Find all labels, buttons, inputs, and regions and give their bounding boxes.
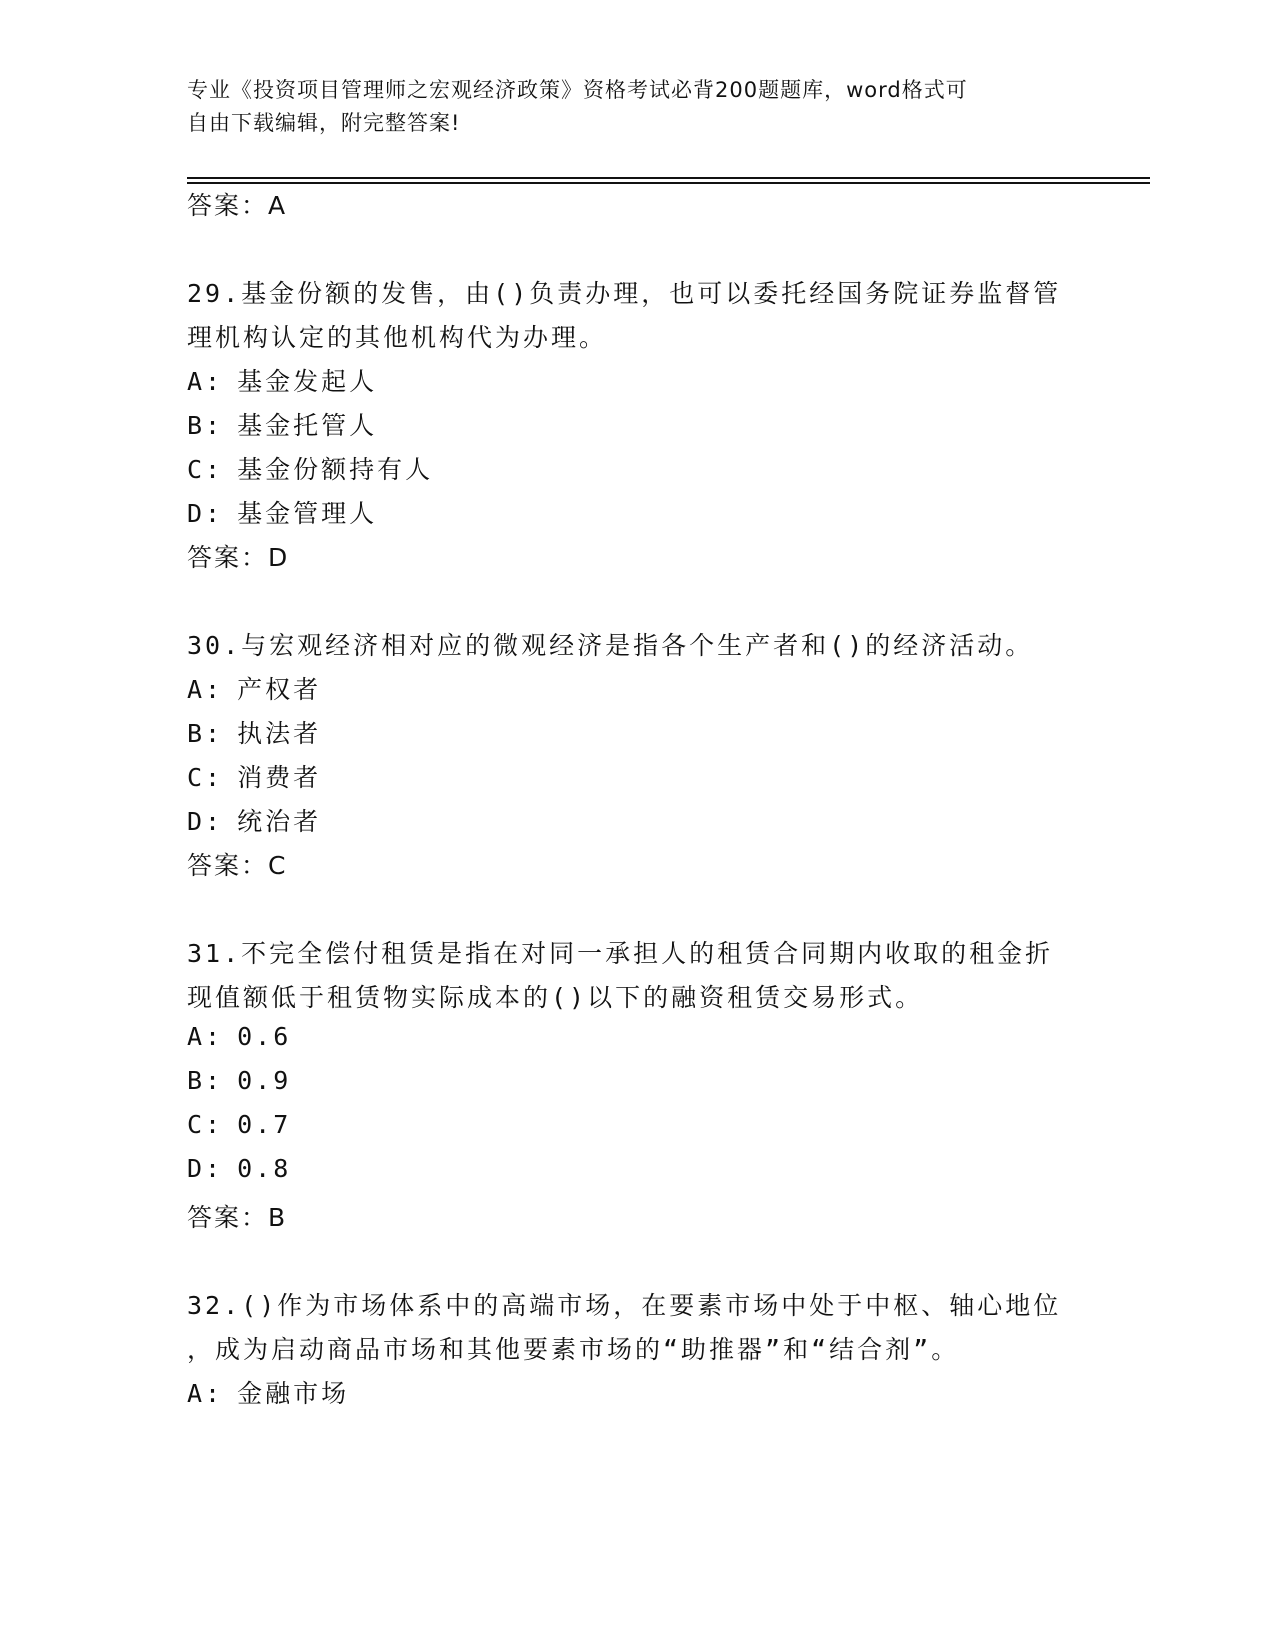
option-label: B: <box>187 411 224 440</box>
question-31-line-1: 31.不完全偿付租赁是指在对同一承担人的租赁合同期内收取的租金折 <box>187 939 1054 968</box>
option-label: B: <box>187 719 224 748</box>
option-text: 基金发起人 <box>237 367 378 396</box>
option-text: 产权者 <box>237 675 322 704</box>
option-label: A: <box>187 1022 224 1051</box>
question-31-answer: 答案：B <box>187 1203 288 1232</box>
question-31-option-c <box>187 1110 291 1139</box>
question-29-option-d <box>187 494 377 530</box>
option-text: 基金托管人 <box>237 411 378 440</box>
header-rule-top <box>187 177 1150 179</box>
option-text: 0.9 <box>237 1066 292 1095</box>
question-31-line-2: 现值额低于租赁物实际成本的()以下的融资租赁交易形式。 <box>187 983 924 1012</box>
document-header <box>187 74 1087 140</box>
question-32-line-2: ，成为启动商品市场和其他要素市场的“助推器”和“结合剂”。 <box>187 1335 960 1364</box>
option-text: 0.6 <box>237 1022 292 1051</box>
question-29-option-a <box>187 362 377 398</box>
option-text: 执法者 <box>237 719 322 748</box>
option-label: C: <box>187 1110 224 1139</box>
question-30-option-a <box>187 670 321 706</box>
question-29-line-1: 29.基金份额的发售，由()负责办理，也可以委托经国务院证券监督管 <box>187 279 1062 308</box>
option-text: 基金份额持有人 <box>237 455 434 484</box>
option-label: D: <box>187 1154 224 1183</box>
question-32-line-1: 32.()作为市场体系中的高端市场，在要素市场中处于中枢、轴心地位 <box>187 1291 1062 1320</box>
option-label: C: <box>187 455 224 484</box>
header-line-1: 专业《投资项目管理师之宏观经济政策》资格考试必背200题题库，word格式可 <box>187 78 968 102</box>
option-text: 基金管理人 <box>237 499 378 528</box>
option-text: 金融市场 <box>237 1379 350 1408</box>
option-text: 统治者 <box>237 807 322 836</box>
header-rule-bottom <box>187 182 1150 184</box>
question-30-line-1: 30.与宏观经济相对应的微观经济是指各个生产者和()的经济活动。 <box>187 631 1034 660</box>
option-label: A: <box>187 1379 224 1408</box>
question-31-option-d <box>187 1154 291 1183</box>
question-30-option-d <box>187 802 321 838</box>
option-label: D: <box>187 499 224 528</box>
option-text: 0.8 <box>237 1154 292 1183</box>
question-31-option-b <box>187 1066 291 1095</box>
option-label: B: <box>187 1066 224 1095</box>
option-text: 消费者 <box>237 763 322 792</box>
question-29-answer: 答案：D <box>187 543 290 572</box>
question-29-line-2: 理机构认定的其他机构代为办理。 <box>187 323 608 352</box>
question-32-option-a <box>187 1374 349 1410</box>
answer-line: 答案：A <box>187 191 288 220</box>
option-label: C: <box>187 763 224 792</box>
option-label: A: <box>187 675 224 704</box>
question-30-option-c <box>187 758 321 794</box>
question-30-answer: 答案：C <box>187 851 288 880</box>
option-text: 0.7 <box>237 1110 292 1139</box>
option-label: A: <box>187 367 224 396</box>
header-line-2: 自由下载编辑，附完整答案! <box>187 111 461 135</box>
question-29-option-b <box>187 406 377 442</box>
option-label: D: <box>187 807 224 836</box>
question-29-option-c <box>187 450 433 486</box>
question-31-option-a <box>187 1022 291 1051</box>
question-30-option-b <box>187 714 321 750</box>
